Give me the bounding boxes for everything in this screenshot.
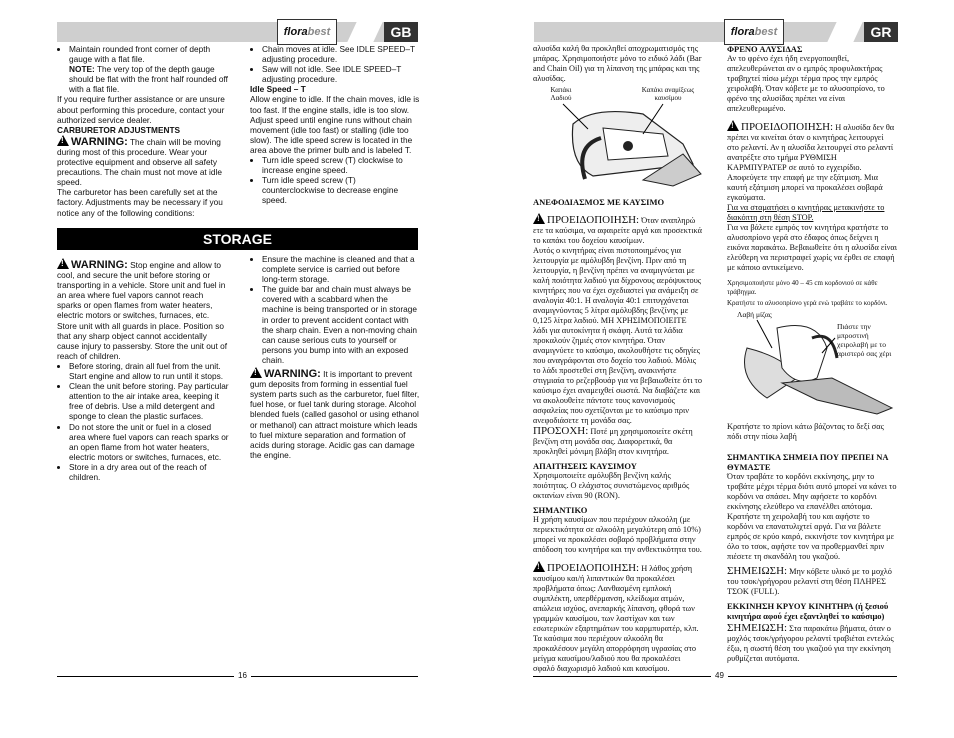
- section-heading: ΑΝΕΦΟΔΙΑΣΜΟΣ ΜΕ ΚΑΥΣΙΜΟ: [533, 197, 665, 207]
- page-header: [57, 22, 418, 42]
- section-heading: CARBURETOR ADJUSTMENTS: [57, 124, 181, 135]
- column-1-bottom: !WARNING: Stop engine and allow to cool, and secure the unit before storing or transporting in a vehicle. Store unit and fuel in an area where fuel vapors cannot reach sparks or open flames from water heaters, electric motors or switches, furnaces, etc. Store unit with all guards in place. Position so that any sharp object cannot accidentally cause injury to passersby. Store the unit out of reach of children. • Before storing, drain all fuel from the unit. Start engine and allow to run until it stops. • Clean the unit before storing. Pay particular attention to the air intake area, keeping it free of debris. Use a mild detergent and sponge to clean the plastic surfaces. • Do not store the unit or fuel in a closed area where fuel vapors can reach sparks or an open flame from hot water heaters, electric motors or switches, furnaces, etc. • Store in a dry area out of the reach of children.: [57, 258, 229, 482]
- page-number: 16: [234, 671, 251, 680]
- section-heading: ΑΠΑΙΤΗΣΕΙΣ ΚΑΥΣΙΜΟΥ: [533, 461, 637, 471]
- column-2-top: • Chain moves at idle. See IDLE SPEED–T adjusting procedure. • Saw will not idle. See IDLE SPEED–T adjusting procedure. Idle Speed – T Allow engine to idle. If the chain moves, idle is too fast. If the engine stalls, idle is too slow. Adjust speed until engine runs without chain movement (idle too fast) or stalling (idle too slow). The idle speed screw is located in the area above the primer bulb and is labeled T. • Turn idle speed screw (T) clockwise to increase engine speed. • Turn idle speed screw (T) counterclockwise to decrease engine speed.: [250, 44, 420, 206]
- figure-caption: Κρατήστε το πρίονι κάτω βάζοντας το δεξί σας πόδι στην πίσω λαβή: [727, 421, 884, 441]
- section-heading: ΦΡΕΝΟ ΑΛΥΣΙΔΑΣ: [727, 44, 803, 54]
- warning-icon: [57, 258, 69, 269]
- brand-logo: florabest: [277, 19, 337, 45]
- column-1: αλυσίδα καλή θα προκληθεί αποχρωματισμός της μπάρας. Χρησιμοποιήστε μόνο το ειδικό λάδι (Bar and Chain Oil) για τη λίπανση της μπάρας και της αλυσίδας. Καπάκι Λαδιού Καπάκι αναμίξεως καυσίμου ΑΝΕΦΟΔΙΑΣΜΟΣ ΜΕ ΚΑΥΣΙΜΟ !ΠΡΟΕΙΔΟΠΟΙΗΣΗ: Όταν αναπληρώ ετε τα καύσιμα, να αφαιρείτε αργά και προσεκτικά το καπάκι του δοχείου καυσίμων. Αυτός ο κινητήρας είναι πιστοποιημένος για λειτουργία με αμόλυβδη βενζίνη. Πριν από τη λειτουργία, η βενζίνη πρέπει να αναμιγνύεται με καλή ποιότητα λαδιού για δίχρονους αερόψυκτους κινητήρες που να έχει σχεδιαστεί για ανάμειξη σε αναλογία 40:1. Η αναλογία 40:1 επιτυγχάνεται αναμιγνύοντας 5 λίτρα αμόλυβδης βενζίνης με 0,125 λίτρα λαδιού. ΜΗ ΧΡΗΣΙΜΟΠΟΙΕΙΤΕ λάδι για αυτοκίνητα ή σκάφη. Αυτά τα λάδια προκαλούν ζημιές στον κινητήρα. Όταν αναμιγνύετε το καύσιμο, ακολουθήστε τις οδηγίες που αναγράφονται στο δοχείο του λαδιού. Μόλις το λάδι προστεθεί στη βενζίνη, ανακινήστε στιγμιαία το ρεζερβουάρ για να βεβαιωθείτε ότι το καύσιμο έχει αναμειχθεί σωστά. Να διαβάζετε και να ακολουθείτε πάντοτε τους κανονισμούς ασφαλείας που σχετίζονται με το καύσιμο πριν ανεφοδιάσετε τη μονάδα σας. ΠΡΟΣΟΧΗ: Ποτέ μη χρησιμοποιείτε σκέτη βενζίνη στη μονάδα σας. Διαφορετικά, θα προκληθεί μόνιμη βλάβη στον κινητήρα. ΑΠΑΙΤΗΣΕΙΣ ΚΑΥΣΙΜΟΥ Χρησιμοποιείτε αμόλυβδη βενζίνη καλής ποιότητας. Ο ελάχιστος συνιστώμενος αριθμός οκτανίων είναι 90 (RON). ΣΗΜΑΝΤΙΚΟ Η χρήση καυσίμων που περιέχουν αλκοόλη (με περιεκτικότητα σε αλκοόλη μεγαλύτερη από 10%) μπορεί να προκαλέσει σοβαρό προβλήματα στην απόδοση του κινητήρα και την ανθεκτικότητα του. !ΠΡΟΕΙΔΟΠΟΙΗΣΗ: Η λάθος χρήση καυσίμου και/ή λιπαντικών θα προκαλέσει προβλήματα όπως: Λανθασμένη εμπλοκή συμπλέκτη, υπερθέρμανση, κλείδωμα ατμών, απώλεια ισχύος, ανεπαρκής λίπανση, φθορά των γραμμών καυσίμου, των λαστίχων και των εσωτερικών εξαρτημάτων του καρμπυρατέρ, κλπ. Τα καύσιμα που περιέχουν αλκοόλη θα προκαλέσουν μεγάλη απορρόφηση υγρασίας στο μείγμα καυσίμου/λαδιού που θα προκαλέσει σφαλό διαχωρισμό λαδιού και καυσίμου.: [533, 44, 703, 674]
- warning-icon: [57, 135, 69, 146]
- language-badge: GR: [864, 22, 898, 42]
- starting-illustration: [727, 308, 897, 418]
- chainsaw-illustration: [533, 84, 703, 194]
- right-page: [477, 0, 954, 738]
- section-heading: ΣΗΜΑΝΤΙΚΑ ΣΗΜΕΙΑ ΠΟΥ ΠΡΕΠΕΙ ΝΑ ΘΥΜΑΣΤΕ: [727, 451, 889, 472]
- section-heading: ΣΗΜΑΝΤΙΚΟ: [533, 505, 588, 515]
- page-header: [534, 22, 898, 42]
- chainsaw-fuel-figure: Καπάκι Λαδιού Καπάκι αναμίξεως καυσίμου: [533, 84, 703, 194]
- column-1-top: • Maintain rounded front corner of depth gauge with a flat file. NOTE: The very top of the depth gauge should be flat with the front half rounded off with a flat file. If you require further assistance or are unsure about performing this procedure, contact your authorized service dealer. CARBURETOR ADJUSTMENTS !WARNING: The chain will be moving during most of this procedure. Wear your protective equipment and observe all safety precautions. The chain must not move at idle speed. The carburetor has been carefully set at the factory. Adjustments may be necessary if you notice any of the following conditions:: [57, 44, 229, 218]
- column-2: ΦΡΕΝΟ ΑΛΥΣΙΔΑΣ Αν το φρένο έχει ήδη ενεργοποιηθεί, απελευθερώνεται αν ο εμπρός προφυλακτήρας τραβηχτεί πίσω μέχρι τέρμα προς την εμπρός χειρολαβή. Όταν κόβετε με το αλυσοπρίονο, το φρένο της αλυσίδας πρέπει να είναι απελευθερωμένο. !ΠΡΟΕΙΔΟΠΟΙΗΣΗ: Η αλυσίδα δεν θα πρέπει να κινείται όταν ο κινητήρας λειτουργεί στο ρελαντί. Αν η αλυσίδα λειτουργεί στο ρελαντί ανατρέξτε στο τμήμα ΡΥΘΜΙΣΗ ΚΑΡΜΠΥΡΑΤΕΡ σε αυτό το εγχειρίδιο. Αποφεύγετε την επαφή με την εξάτμιση. Μια καυτή εξάτμιση μπορεί να προκαλέσει σοβαρά εγκαύματα. Για να σταματήσει ο κινητήρας μετακινήστε το διακόπτη στη θέση STOP. Για να βάλετε εμπρός τον κινητήρα κρατήστε το αλυσοπρίονο γερά στο έδαφος όπως δείχνει η εικόνα παρακάτω. Βεβαιωθείτε ότι η αλυσίδα είναι ελεύθερη να περιστραφεί χωρίς να έρθει σε επαφή με κάποιο αντικείμενο. Χρησιμοποιήστε μόνο 40 – 45 cm κορδονιού σε κάθε τράβηγμα. Κρατήστε το αλυσοπρίονο γερά ενώ τραβάτε το κορδόνι. Λαβή μίζας Πιάστε την μπροστινή χειρολαβή με το αριστερό σας χέρι Κρατήστε το πρίονι κάτω βάζοντας το δεξί σας πόδι στην πίσω λαβή ΣΗΜΑΝΤΙΚΑ ΣΗΜΕΙΑ ΠΟΥ ΠΡΕΠΕΙ ΝΑ ΘΥΜΑΣΤΕ Όταν τραβάτε το κορδόνι εκκίνησης, μην το τραβάτε μέχρι τέρμα διότι αυτό μπορεί να κάνει το κορδόνι να σπάσει. Μην αφήσετε το κορδόνι εκκίνησης ελεύθερο να επανέλθει απότομα. Κρατήστε τη χειρολαβή του και αφήστε το κορδόνι να επανατυλιχτεί αργά. Για να βάλετε εμπρός σε κρύο καιρό, εκκινήστε τον κινητήρα με όλο το τσοκ, αφήστε τον να προθερμανθεί πριν πιέσετε τη σκανδάλη του γκαζιού. ΣΗΜΕΙΩΣΗ: Μην κόβετε υλικό με το μοχλό του τσοκ/γρήγορου ρελαντί στη θέση ΠΛΗΡΕΣ ΤΣΟΚ (FULL). ΕΚΚΙΝΗΣΗ ΚΡΥΟΥ ΚΙΝΗΤΗΡΑ (ή ξεσιού κινητήρα αφού έχει εξαντληθεί το καύσιμο) ΣΗΜΕΙΩΣΗ: Στα παρακάτω βήματα, όταν ο μοχλός τσοκ/γρήγορου ρελαντί τραβιέται εντελώς έξω, η σωστή θέση του γκαζιού για την εκκίνηση ρυθμίζεται αυτόματα.: [727, 44, 897, 664]
- column-2-bottom: • Ensure the machine is cleaned and that a complete service is carried out before long-term storage. • The guide bar and chain must always be covered with a scabbard when the machine is being transported or in storage in order to prevent accident contact with the sharp chain. Even a non-moving chain can cause serious cuts to yourself or persons you bump into with an exposed chain. !WARNING: It is important to prevent gum deposits from forming in essential fuel system parts such as the carburetor, fuel filter, fuel hose, or fuel tank during storage. Alcohol blended fuels (called gasohol or using ethanol or methanol) can attract moisture which leads to fuel mixture separation and formation of acids during storage. Acidic gas can damage the engine.: [250, 254, 420, 460]
- warning-icon: [250, 367, 262, 378]
- warning-icon: [533, 213, 545, 224]
- brand-logo: florabest: [724, 19, 784, 45]
- page-number: 49: [711, 671, 728, 680]
- warning-icon: [533, 561, 545, 572]
- warning-icon: [727, 120, 739, 131]
- storage-section-title: STORAGE: [57, 228, 418, 250]
- section-heading: ΕΚΚΙΝΗΣΗ ΚΡΥΟΥ ΚΙΝΗΤΗΡΑ (ή ξεσιού κινητήρα αφού έχει εξαντληθεί το καύσιμο): [727, 600, 889, 621]
- language-badge: GB: [384, 22, 418, 42]
- section-heading: Idle Speed – T: [250, 84, 306, 95]
- starting-figure: Λαβή μίζας Πιάστε την μπροστινή χειρολαβή με το αριστερό σας χέρι: [727, 308, 897, 418]
